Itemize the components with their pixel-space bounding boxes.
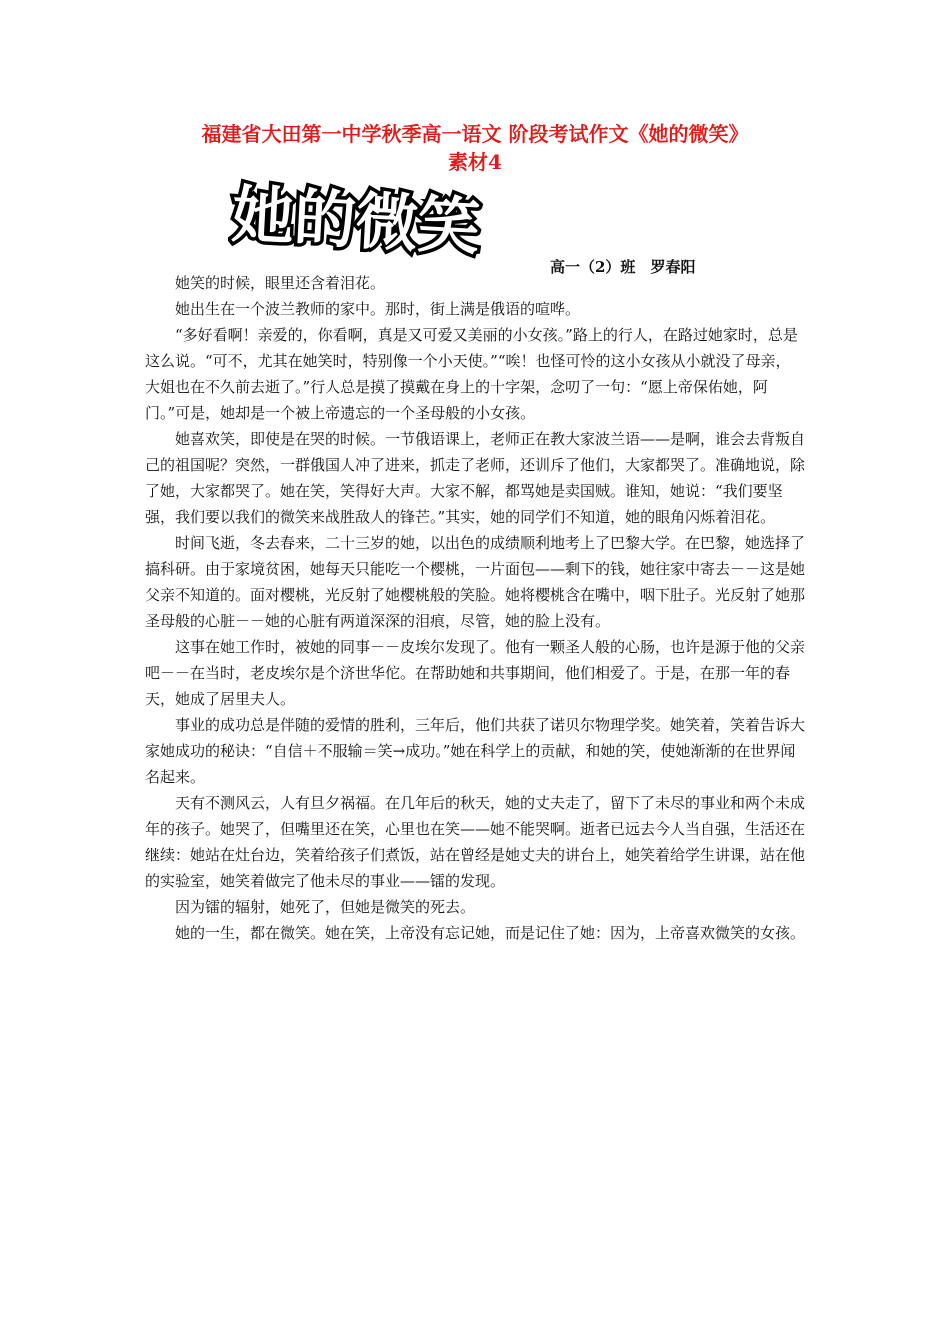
paragraph: 她出生在一个波兰教师的家中。那时，街上满是俄语的喧哗。 (175, 300, 581, 318)
paragraph: 这事在她工作时，被她的同事－－皮埃尔发现了。他有一颗圣人般的心肠，也许是源于他的父亲吧－－在当时，老皮埃尔是个济世华佗。在帮助她和共事期间，他们相爱了。于是，在那一年的春天，她成了居里夫人。 (145, 638, 806, 708)
paragraph: 天有不测风云，人有旦夕祸福。在几年后的秋天，她的丈夫走了，留下了未尽的事业和两个未成年的孩子。她哭了，但嘴里还在笑，心里也在笑——她不能哭啊。逝者已远去今人当自强，生活还在继续：她站在灶台边，笑着给孩子们煮饭，站在曾经是她丈夫的讲台上，她笑着给学生讲课，站在他的实验室，她笑着做完了他未尽的事业——镭的发现。 (145, 794, 806, 890)
paragraph: “多好看啊！亲爱的，你看啊，真是又可爱又美丽的小女孩。”路上的行人，在路过她家时，总是这么说。“可不，尤其在她笑时，特别像一个小天使。”“唉！也怪可怜的这小女孩从小就没了母亲，大姐也在不久前去逝了。”行人总是摸了摸戴在身上的十字架，念叨了一句：“愿上帝保佑她，阿门。”可是，她却是一个被上帝遗忘的一个圣母般的小女孩。 (145, 326, 798, 422)
title-line-1: 福建省大田第一中学秋季高一语文 阶段考试作文《她的微笑》 (201, 122, 749, 146)
paragraph: 时间飞逝，冬去春来，二十三岁的她，以出色的成绩顺利地考上了巴黎大学。在巴黎，她选择了搞科研。由于家境贫困，她每天只能吃一个樱桃，一片面包——剩下的钱，她往家中寄去－－这是她父亲不知道的。面对樱桃，光反射了她樱桃般的笑脸。她将樱桃含在嘴中，咽下肚子。光反射了她那圣母般的心脏－－她的心脏有两道深深的泪痕，尽管，她的脸上没有。 (145, 534, 806, 630)
art-title-text: 她的微笑 (230, 177, 482, 264)
title-line-2: 素材4 (448, 150, 502, 174)
author-byline: 高一（2）班 罗春阳 (550, 258, 696, 276)
paragraph: 事业的成功总是伴随的爱情的胜利，三年后，他们共获了诺贝尔物理学奖。她笑着，笑着告诉大家她成功的秘诀：“自信＋不服输＝笑→成功。”她在科学上的贡献，和她的笑，使她渐渐的在世界闻名起来。 (145, 716, 806, 786)
document-title (150, 120, 800, 176)
paragraph: 她喜欢笑，即使是在哭的时候。一节俄语课上，老师正在教大家波兰语——是啊，谁会去背叛自己的祖国呢？突然，一群俄国人冲了进来，抓走了老师，还训斥了他们，大家都哭了。准确地说，除了她，大家都哭了。她在笑，笑得好大声。大家不解，都骂她是卖国贼。谁知，她说：“我们要坚强，我们要以我们的微笑来战胜敌人的锋芒。”其实，她的同学们不知道，她的眼角闪烁着泪花。 (145, 430, 806, 526)
paragraph: 因为镭的辐射，她死了，但她是微笑的死去。 (175, 898, 476, 916)
paragraph: 她笑的时候，眼里还含着泪花。 (175, 274, 386, 292)
essay-body (145, 270, 805, 946)
decorative-title-art (228, 172, 548, 272)
paragraph: 她的一生，都在微笑。她在笑，上帝没有忘记她，而是记住了她：因为，上帝喜欢微笑的女孩。 (175, 924, 806, 942)
